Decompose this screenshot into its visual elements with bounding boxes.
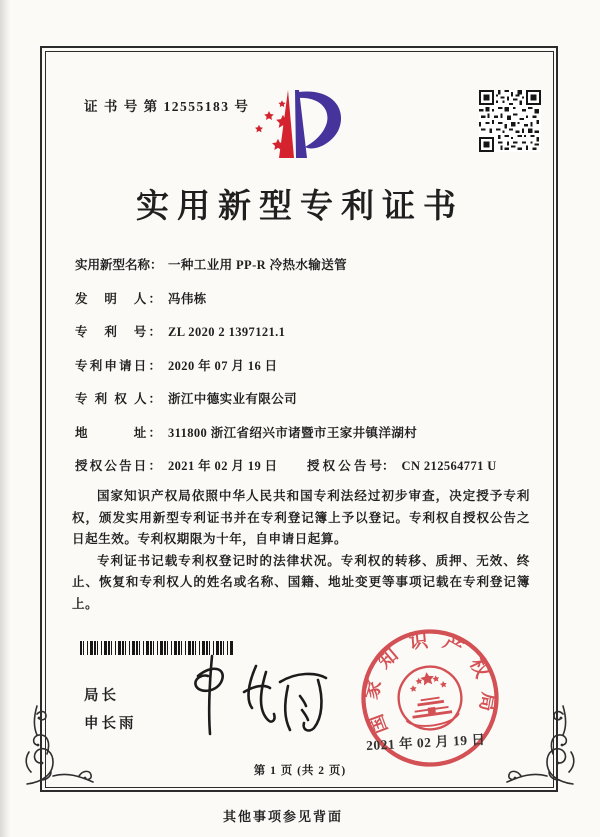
field-value: 2021 年 02 月 19 日	[168, 459, 278, 473]
logo-p-mark	[279, 90, 341, 158]
field-list	[75, 258, 540, 493]
certificate-title: 实用新型专利证书	[136, 189, 464, 225]
field-row-address	[75, 426, 540, 439]
field-row-inventor	[75, 292, 540, 305]
corner-flourish-right	[497, 702, 583, 788]
field-value: 冯伟栋	[168, 291, 207, 306]
cnipa-logo	[238, 84, 366, 166]
director-title: 局长	[84, 688, 119, 704]
field-value: 311800 浙江省绍兴市诸暨市王家井镇洋湖村	[168, 425, 418, 440]
field-row-filing-date	[75, 359, 540, 372]
official-seal	[344, 612, 516, 784]
register-paragraph: 专利证书记载专利权登记时的法律状况。专利权的转移、质押、无效、终止、恢复和专利权人的姓名或名称、国籍、地址变更等事项记载在专利登记簿上。	[72, 553, 530, 611]
corner-flourish-left	[17, 702, 103, 788]
director-name: 申长雨	[84, 716, 137, 732]
field-label: 实用新型名称：	[75, 258, 163, 272]
field-label: 专利申请日：	[75, 358, 161, 373]
field-row-grant	[75, 459, 540, 472]
field-label: 授权公告日：	[75, 459, 161, 473]
qr-code	[477, 90, 543, 152]
seal-text: 国家知识产权局	[360, 629, 500, 737]
certificate-number: 证 书 号 第 12555183 号	[84, 99, 250, 114]
seal-date: 2021 年 02 月 19 日	[365, 731, 486, 754]
page-footer: 第 1 页 (共 2 页)	[253, 765, 347, 777]
director-signature-icon	[168, 648, 333, 743]
field-value: ZL 2020 2 1397121.1	[168, 325, 286, 339]
back-note: 其他事项参见背面	[222, 809, 343, 824]
field-label: 专 利 号：	[75, 325, 161, 339]
field-label: 地 址：	[75, 425, 161, 440]
field-row-name	[75, 258, 540, 271]
field-row-patentee	[75, 392, 540, 405]
field-value: 一种工业用 PP-R 冷热水输送管	[168, 258, 348, 272]
field-value: 浙江中德实业有限公司	[168, 392, 298, 406]
field-row-patent-no	[75, 325, 540, 338]
field-label: 发 明 人：	[75, 291, 161, 306]
field-value: CN 212564771 U	[401, 459, 497, 473]
field-label: 专 利 权 人：	[75, 392, 161, 406]
field-pair-grant-number	[307, 459, 497, 473]
grant-paragraph: 国家知识产权局依照中华人民共和国专利法经过初步审查，决定授予专利权，颁发实用新型专利证书并在专利登记簿上予以登记。专利权自授权公告之日起生效。专利权期限为十年，自申请日起算。	[72, 489, 530, 546]
field-value: 2020 年 07 月 16 日	[168, 358, 278, 373]
field-label: 授 权 公 告 号：	[307, 459, 395, 473]
legal-text	[72, 486, 530, 615]
national-emblem-icon	[395, 663, 466, 734]
